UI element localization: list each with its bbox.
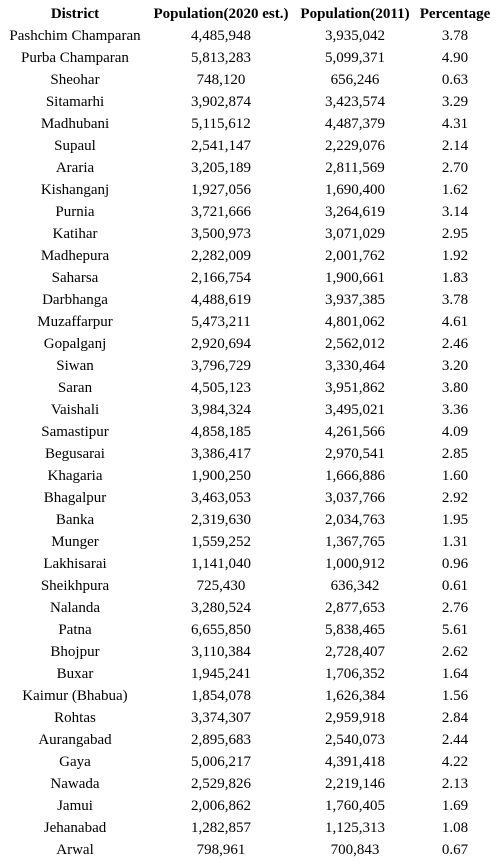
percentage-cell: 4.31 bbox=[441, 116, 469, 132]
population-2020-cell: 748,120 bbox=[196, 72, 246, 88]
percentage-cell: 3.78 bbox=[441, 28, 469, 44]
population-2011-cell: 3,037,766 bbox=[325, 490, 385, 506]
district-cell: Pashchim Champaran bbox=[9, 28, 141, 44]
population-2020-cell: 5,813,283 bbox=[191, 50, 251, 66]
percentage-cell: 1.69 bbox=[441, 798, 469, 814]
header-population-2011: Population(2011) bbox=[300, 6, 410, 22]
population-2020-cell: 3,463,053 bbox=[191, 490, 251, 506]
percentage-cell: 2.70 bbox=[441, 160, 469, 176]
percentage-cell: 3.29 bbox=[441, 94, 469, 110]
percentage-cell: 2.95 bbox=[441, 226, 469, 242]
population-2020-cell: 3,796,729 bbox=[191, 358, 251, 374]
district-cell: Kishanganj bbox=[40, 182, 110, 198]
table-row bbox=[2, 509, 494, 531]
population-2020-cell: 5,115,612 bbox=[191, 116, 251, 132]
population-2020-cell: 2,895,683 bbox=[191, 732, 251, 748]
district-cell: Madhubani bbox=[40, 116, 110, 132]
table-row bbox=[2, 421, 494, 443]
table-row bbox=[2, 157, 494, 179]
population-2020-cell: 5,473,211 bbox=[191, 314, 251, 330]
district-cell: Bhagalpur bbox=[43, 490, 107, 506]
population-2020-cell: 3,374,307 bbox=[191, 710, 251, 726]
district-cell: Araria bbox=[55, 160, 95, 176]
population-2011-cell: 2,728,407 bbox=[325, 644, 385, 660]
table-row bbox=[2, 179, 494, 201]
percentage-cell: 2.46 bbox=[441, 336, 469, 352]
population-2020-cell: 1,854,078 bbox=[191, 688, 251, 704]
population-2020-cell: 2,006,862 bbox=[191, 798, 251, 814]
district-cell: Jamui bbox=[57, 798, 93, 814]
population-2020-cell: 3,110,384 bbox=[191, 644, 251, 660]
percentage-cell: 5.61 bbox=[441, 622, 469, 638]
percentage-cell: 4.09 bbox=[441, 424, 469, 440]
population-2011-cell: 2,562,012 bbox=[325, 336, 385, 352]
population-2011-cell: 1,666,886 bbox=[325, 468, 385, 484]
table-row bbox=[2, 113, 494, 135]
district-cell: Purba Champaran bbox=[21, 50, 129, 66]
table-row bbox=[2, 201, 494, 223]
percentage-cell: 2.44 bbox=[441, 732, 469, 748]
population-2020-cell: 3,386,417 bbox=[191, 446, 251, 462]
district-cell: Vaishali bbox=[50, 402, 100, 418]
table-row bbox=[2, 355, 494, 377]
table-row bbox=[2, 47, 494, 69]
table-row bbox=[2, 69, 494, 91]
table-row bbox=[2, 839, 494, 861]
table-row bbox=[2, 707, 494, 729]
district-cell: Lakhisarai bbox=[43, 556, 107, 572]
population-2020-cell: 2,920,694 bbox=[191, 336, 251, 352]
population-2020-cell: 3,500,973 bbox=[191, 226, 251, 242]
percentage-cell: 2.85 bbox=[441, 446, 469, 462]
table-row bbox=[2, 663, 494, 685]
population-2011-cell: 1,690,400 bbox=[325, 182, 385, 198]
table-row bbox=[2, 575, 494, 597]
table-row bbox=[2, 333, 494, 355]
district-cell: Sitamarhi bbox=[45, 94, 105, 110]
population-2020-cell: 1,559,252 bbox=[191, 534, 251, 550]
percentage-cell: 1.64 bbox=[441, 666, 469, 682]
percentage-cell: 2.13 bbox=[441, 776, 469, 792]
header-population-2020: Population(2020 est.) bbox=[153, 6, 289, 22]
population-2011-cell: 1,706,352 bbox=[325, 666, 385, 682]
population-2011-cell: 2,219,146 bbox=[325, 776, 385, 792]
population-2011-cell: 3,071,029 bbox=[325, 226, 385, 242]
district-cell: Sheikhpura bbox=[40, 578, 110, 594]
district-cell: Saran bbox=[57, 380, 93, 396]
percentage-cell: 4.22 bbox=[441, 754, 469, 770]
population-2011-cell: 4,391,418 bbox=[325, 754, 385, 770]
header-district: District bbox=[50, 6, 100, 22]
population-2020-cell: 3,205,189 bbox=[191, 160, 251, 176]
district-cell: Katihar bbox=[52, 226, 98, 242]
percentage-cell: 2.62 bbox=[441, 644, 469, 660]
percentage-cell: 4.61 bbox=[441, 314, 469, 330]
population-2020-cell: 725,430 bbox=[196, 578, 246, 594]
district-cell: Purnia bbox=[55, 204, 95, 220]
population-2020-cell: 3,902,874 bbox=[191, 94, 251, 110]
table-row bbox=[2, 25, 494, 47]
population-2011-cell: 3,423,574 bbox=[325, 94, 385, 110]
population-2020-cell: 4,488,619 bbox=[191, 292, 251, 308]
population-2011-cell: 4,487,379 bbox=[325, 116, 385, 132]
district-cell: Siwan bbox=[56, 358, 94, 374]
table-row bbox=[2, 377, 494, 399]
percentage-cell: 1.60 bbox=[441, 468, 469, 484]
percentage-cell: 4.90 bbox=[441, 50, 469, 66]
district-cell: Samastipur bbox=[41, 424, 109, 440]
population-2020-cell: 798,961 bbox=[196, 842, 246, 858]
district-cell: Nawada bbox=[50, 776, 100, 792]
population-2020-cell: 2,319,630 bbox=[191, 512, 251, 528]
district-cell: Banka bbox=[55, 512, 95, 528]
percentage-cell: 1.31 bbox=[441, 534, 469, 550]
table-row bbox=[2, 619, 494, 641]
population-2011-cell: 636,342 bbox=[330, 578, 380, 594]
percentage-cell: 0.67 bbox=[441, 842, 469, 858]
district-cell: Munger bbox=[51, 534, 99, 550]
table-row bbox=[2, 817, 494, 839]
percentage-cell: 0.61 bbox=[441, 578, 469, 594]
table-row bbox=[2, 91, 494, 113]
table-header bbox=[2, 3, 494, 25]
percentage-cell: 1.56 bbox=[441, 688, 469, 704]
percentage-cell: 2.84 bbox=[441, 710, 469, 726]
table-row bbox=[2, 729, 494, 751]
population-2020-cell: 2,541,147 bbox=[191, 138, 251, 154]
table-body bbox=[2, 25, 494, 861]
population-2011-cell: 3,935,042 bbox=[325, 28, 385, 44]
district-population-table bbox=[2, 3, 494, 861]
population-2020-cell: 4,485,948 bbox=[191, 28, 251, 44]
table-row bbox=[2, 553, 494, 575]
district-cell: Supaul bbox=[54, 138, 96, 154]
district-cell: Aurangabad bbox=[38, 732, 112, 748]
table-row bbox=[2, 267, 494, 289]
header-percentage: Percentage bbox=[419, 6, 491, 22]
population-2011-cell: 3,495,021 bbox=[325, 402, 385, 418]
district-cell: Patna bbox=[58, 622, 92, 638]
population-2011-cell: 2,229,076 bbox=[325, 138, 385, 154]
district-cell: Darbhanga bbox=[42, 292, 108, 308]
district-cell: Bhojpur bbox=[50, 644, 100, 660]
table-row bbox=[2, 751, 494, 773]
population-2020-cell: 1,141,040 bbox=[191, 556, 251, 572]
population-2020-cell: 4,505,123 bbox=[191, 380, 251, 396]
table-row bbox=[2, 773, 494, 795]
district-cell: Gopalganj bbox=[43, 336, 107, 352]
population-2020-cell: 4,858,185 bbox=[191, 424, 251, 440]
percentage-cell: 1.92 bbox=[441, 248, 469, 264]
population-2011-cell: 3,330,464 bbox=[325, 358, 385, 374]
district-cell: Kaimur (Bhabua) bbox=[22, 688, 128, 704]
percentage-cell: 1.08 bbox=[441, 820, 469, 836]
percentage-cell: 1.83 bbox=[441, 270, 469, 286]
district-cell: Gaya bbox=[59, 754, 91, 770]
population-2020-cell: 1,945,241 bbox=[191, 666, 251, 682]
percentage-cell: 1.62 bbox=[441, 182, 469, 198]
population-2011-cell: 1,000,912 bbox=[325, 556, 385, 572]
population-2020-cell: 5,006,217 bbox=[191, 754, 251, 770]
population-2011-cell: 656,246 bbox=[330, 72, 380, 88]
table-row bbox=[2, 443, 494, 465]
population-2020-cell: 2,282,009 bbox=[191, 248, 251, 264]
district-cell: Nalanda bbox=[50, 600, 100, 616]
population-2011-cell: 1,367,765 bbox=[325, 534, 385, 550]
district-cell: Madhepura bbox=[40, 248, 110, 264]
population-2020-cell: 1,282,857 bbox=[191, 820, 251, 836]
district-cell: Khagaria bbox=[47, 468, 103, 484]
population-2011-cell: 2,877,653 bbox=[325, 600, 385, 616]
table-row bbox=[2, 531, 494, 553]
district-cell: Sheohar bbox=[50, 72, 100, 88]
table-row bbox=[2, 289, 494, 311]
percentage-cell: 3.36 bbox=[441, 402, 469, 418]
district-cell: Jehanabad bbox=[43, 820, 107, 836]
table-row bbox=[2, 597, 494, 619]
district-cell: Arwal bbox=[56, 842, 94, 858]
population-2011-cell: 2,001,762 bbox=[325, 248, 385, 264]
table-row bbox=[2, 223, 494, 245]
population-2011-cell: 3,937,385 bbox=[325, 292, 385, 308]
percentage-cell: 2.14 bbox=[441, 138, 469, 154]
table-row bbox=[2, 641, 494, 663]
population-2011-cell: 700,843 bbox=[330, 842, 380, 858]
district-cell: Buxar bbox=[56, 666, 94, 682]
district-cell: Begusarai bbox=[45, 446, 105, 462]
percentage-cell: 3.80 bbox=[441, 380, 469, 396]
population-2011-cell: 3,951,862 bbox=[325, 380, 385, 396]
population-2020-cell: 6,655,850 bbox=[191, 622, 251, 638]
population-2011-cell: 5,099,371 bbox=[325, 50, 385, 66]
population-2020-cell: 2,529,826 bbox=[191, 776, 251, 792]
population-2020-cell: 3,721,666 bbox=[191, 204, 251, 220]
population-2011-cell: 2,970,541 bbox=[325, 446, 385, 462]
district-cell: Saharsa bbox=[51, 270, 99, 286]
header-row bbox=[2, 3, 494, 25]
population-2011-cell: 3,264,619 bbox=[325, 204, 385, 220]
population-2011-cell: 1,125,313 bbox=[325, 820, 385, 836]
percentage-cell: 2.92 bbox=[441, 490, 469, 506]
table-row bbox=[2, 487, 494, 509]
percentage-cell: 0.63 bbox=[441, 72, 469, 88]
percentage-cell: 3.20 bbox=[441, 358, 469, 374]
population-2011-cell: 2,034,763 bbox=[325, 512, 385, 528]
district-cell: Rohtas bbox=[54, 710, 96, 726]
percentage-cell: 0.96 bbox=[441, 556, 469, 572]
population-2020-cell: 3,984,324 bbox=[191, 402, 251, 418]
population-2011-cell: 4,801,062 bbox=[325, 314, 385, 330]
table-row bbox=[2, 399, 494, 421]
population-2020-cell: 2,166,754 bbox=[191, 270, 251, 286]
table-row bbox=[2, 465, 494, 487]
population-2011-cell: 1,760,405 bbox=[325, 798, 385, 814]
population-2011-cell: 4,261,566 bbox=[325, 424, 385, 440]
percentage-cell: 1.95 bbox=[441, 512, 469, 528]
population-2011-cell: 5,838,465 bbox=[325, 622, 385, 638]
population-2020-cell: 3,280,524 bbox=[191, 600, 251, 616]
population-2020-cell: 1,927,056 bbox=[191, 182, 251, 198]
population-2011-cell: 1,900,661 bbox=[325, 270, 385, 286]
percentage-cell: 3.78 bbox=[441, 292, 469, 308]
table-row bbox=[2, 135, 494, 157]
population-2011-cell: 2,959,918 bbox=[325, 710, 385, 726]
table-row bbox=[2, 685, 494, 707]
table-row bbox=[2, 245, 494, 267]
population-2011-cell: 2,540,073 bbox=[325, 732, 385, 748]
percentage-cell: 3.14 bbox=[441, 204, 469, 220]
table-row bbox=[2, 795, 494, 817]
percentage-cell: 2.76 bbox=[441, 600, 469, 616]
population-2011-cell: 1,626,384 bbox=[325, 688, 385, 704]
population-2020-cell: 1,900,250 bbox=[191, 468, 251, 484]
table-row bbox=[2, 311, 494, 333]
population-2011-cell: 2,811,569 bbox=[325, 160, 385, 176]
district-cell: Muzaffarpur bbox=[37, 314, 113, 330]
